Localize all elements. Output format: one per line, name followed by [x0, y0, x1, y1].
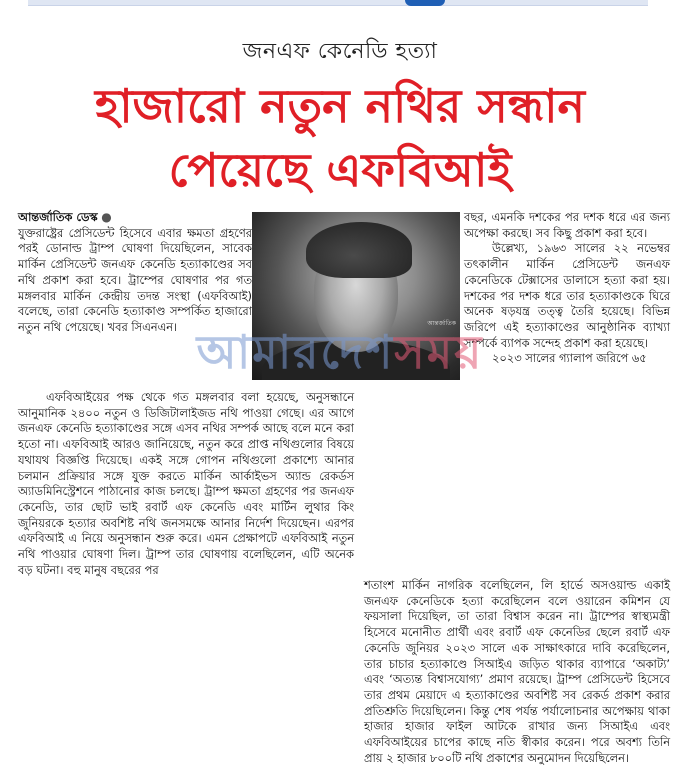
paragraph: যুক্তরাষ্ট্রের প্রেসিডেন্ট হিসেবে এবার ক্ষমতা গ্রহণের পরই ডোনাল্ড ট্রাম্প ঘোষণা দিয়েছিলেন, সাবেক মার্কিন প্রেসিডেন্ট জনএফ কেনেডি হত্যাকাণ্ডের সব নথি প্রকাশ করা হবে। ট্রাম্পের ঘোষণার পর গত মঙ্গলবার মার্কিন কেন্দ্রীয় তদন্ত সংস্থা (এফবিআই) বলেছে, তারা কেনেডি হত্যাকাণ্ড সম্পর্কিত হাজারো নতুন নথি পেয়েছে। খবর সিএনএন। — [18, 225, 252, 334]
article-photo — [252, 212, 460, 380]
photo-hair — [306, 222, 412, 278]
article-kicker: জনএফ কেনেডি হত্যা — [242, 39, 438, 64]
paragraph: উল্লেখ্য, ১৯৬৩ সালের ২২ নভেম্বর তৎকালীন মার্কিন প্রেসিডেন্ট জনএফ কেনেডিকে টেক্সাসের ডালাসে হত্যা করা হয়। দশকের পর দশক ধরে তার হত্যাকাণ্ডকে ঘিরে অনেক ষড়যন্ত্র তত্ত্ব তৈরি হয়েছে। বিভিন্ন জরিপে এই হত্যাকাণ্ডের আনুষ্ঠানিক ব্যাখ্যা সম্পর্কে ব্যাপক সন্দেহ প্রকাশ করা হয়েছে। — [464, 241, 670, 350]
watermark-part-2: সময় — [394, 325, 484, 379]
column-left — [18, 210, 252, 336]
page-header-strip — [0, 0, 680, 10]
header-stripe — [28, 0, 648, 6]
article-headline — [0, 74, 680, 202]
paragraph: ২০২৩ সালের গ্যালাপ জরিপে ৬৫ — [492, 351, 647, 366]
header-tab — [405, 0, 445, 6]
column-bottom-right — [364, 578, 670, 766]
watermark-part-1: আমারদেশ — [196, 325, 395, 379]
column-right — [464, 210, 670, 367]
paragraph: এফবিআইয়ের পক্ষ থেকে গত মঙ্গলবার বলা হয়েছে, অনুসন্ধানে আনুমানিক ২৪০০ নতুন ও ডিজিটালাইজড নথি পাওয়া গেছে। এর আগে জনএফ কেনেডি হত্যাকাণ্ডের সঙ্গে এসব নথির সম্পর্ক আছে বলে মনে করা হতো না। এফবিআই আরও জানিয়েছে, নতুন করে প্রাপ্ত নথিগুলোর বিষয়ে যথাযথ বিজ্ঞপ্তি দিয়েছে। একই সঙ্গে গোপন নথিগুলো প্রকাশ্যে আনার চলমান প্রক্রিয়ার সঙ্গে যুক্ত করতে মার্কিন আর্কাইভস অ্যান্ড রেকর্ডস অ্যাডমিনিস্ট্রেশনে পাঠানোর কাজ চলছে। ট্রাম্প ক্ষমতা গ্রহণের পর জনএফ কেনেডি, তার ছোট ভাই রবার্ট এফ কেনেডি এবং মার্টিন লুথার কিং জুনিয়রকে হত্যার অবশিষ্ট নথি জনসমক্ষে আনার নির্দেশ দিয়েছেন। এরপর এফবিআই এ নিয়ে অনুসন্ধান শুরু করে। এমন প্রেক্ষাপটে এফবিআই নতুন নথি পাওয়ার ঘোষণা দিল। ট্রাম্প তার ঘোষণায় বলেছিলেন, এটি অনেক বড় ঘটনা। বহু মানুষ বছরের পর — [18, 390, 354, 577]
byline-dot-icon: ● — [101, 210, 112, 224]
headline-line-2: পেয়েছে এফবিআই — [168, 143, 512, 197]
paragraph: শতাংশ মার্কিন নাগরিক বলেছিলেন, লি হার্ভে অসওয়াল্ড একাই জনএফ কেনেডিকে হত্যা করেছিলেন বলে ওয়ারেন কমিশন যে ফয়সালা দিয়েছিল, তা তারা বিশ্বাস করেন না। ট্রাম্পের স্বাস্থ্যমন্ত্রী হিসেবে মনোনীত প্রার্থী এবং রবার্ট এফ কেনেডির ছেলে রবার্ট এফ কেনেডি জুনিয়র ২০২৩ সালে এক সাক্ষাৎকারে দাবি করেছিলেন, তার চাচার হত্যাকাণ্ডে সিআইএ জড়িত থাকার ব্যাপারে ‘অকাট্য’ এবং ‘অত্যন্ত বিশ্বাসযোগ্য’ প্রমাণ রয়েছে। ট্রাম্প প্রেসিডেন্ট হিসেবে তার প্রথম মেয়াদে এ হত্যাকাণ্ডের অবশিষ্ট সব রেকর্ড প্রকাশ করার প্রতিশ্রুতি দিয়েছিলেন। কিন্তু শেষ পর্যন্ত পর্যালোচনার অপেক্ষায় থাকা হাজার হাজার ফাইল আটকে রাখার জন্য সিআইএ এবং এফবিআইয়ের চাপের কাছে নতি স্বীকার করেন। পরে অবশ্য তিনি প্রায় ২ হাজার ৮০০টি নথি প্রকাশের অনুমোদন দিয়েছিলেন। — [364, 578, 670, 765]
article-body — [8, 204, 672, 765]
photo-credit: আন্তর্জাতিক — [427, 320, 456, 327]
byline: আন্তর্জাতিক ডেস্ক — [18, 210, 98, 224]
column-bottom-left — [18, 390, 354, 578]
headline-line-1: হাজারো নতুন নথির সন্ধান — [95, 79, 585, 133]
paragraph: বছর, এমনকি দশকের পর দশক ধরে এর জন্য অপেক্ষা করছে। সব কিছু প্রকাশ করা হবে। — [464, 210, 670, 240]
